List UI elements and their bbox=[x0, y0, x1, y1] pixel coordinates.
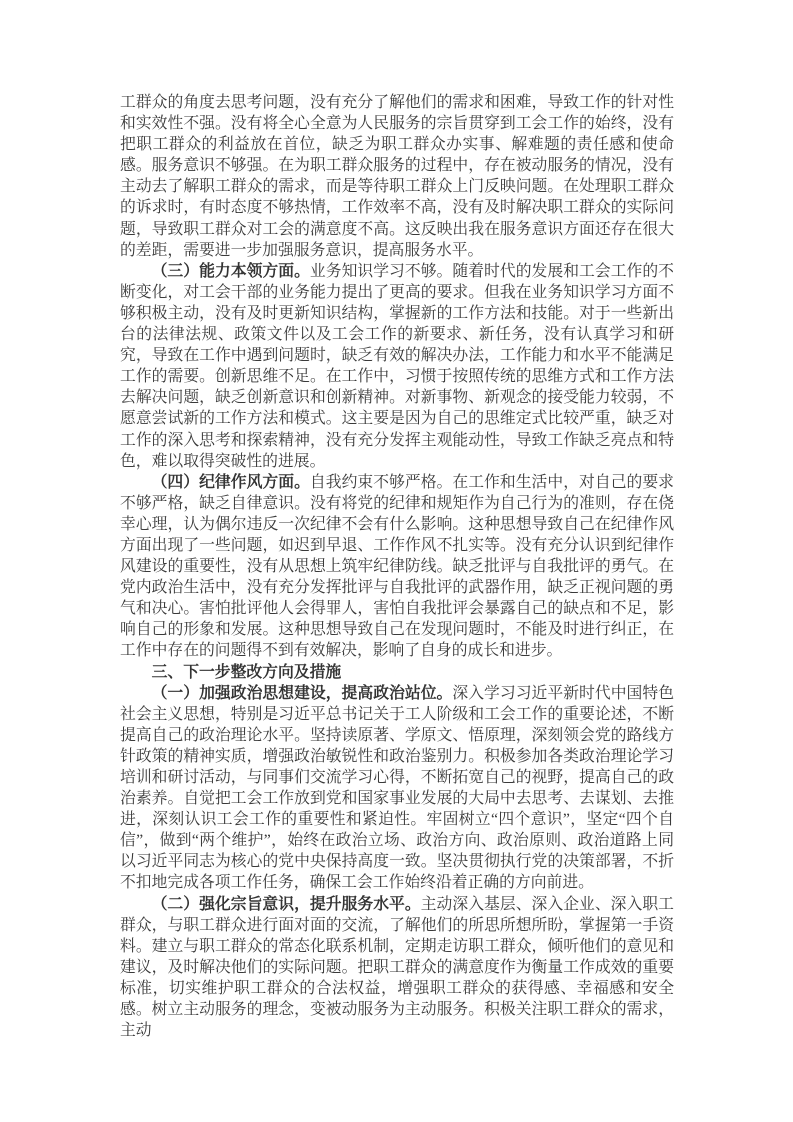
document-body bbox=[120, 92, 674, 1041]
heading-next-step-measures bbox=[120, 662, 674, 683]
paragraph-measure-2-service bbox=[120, 894, 674, 1042]
paragraph-measure-1-political bbox=[120, 683, 674, 894]
text-run: 主动深入基层、深入企业、深入职工群众，与职工群众进行面对面的交流，了解他们的所思所想所盼，掌握第一手资料。建立与职工群众的常态化联系机制，定期走访职工群众，倾听他们的意见和建议，及时解决他们的实际问题。把职工群众的满意度作为衡量工作成效的重要标准，切实维护职工群众的合法权益，增强职工群众的获得感、幸福感和安全感。树立主动服务的理念，变被动服务为主动服务。积极关注职工群众的需求，主动 bbox=[120, 895, 674, 1040]
paragraph-continued-service-awareness bbox=[120, 92, 674, 261]
paragraph-section-4-discipline bbox=[120, 472, 674, 662]
bold-text-run: 三、下一步整改方向及措施 bbox=[151, 663, 342, 681]
text-run: 工群众的角度去思考问题，没有充分了解他们的需求和困难，导致工作的针对性和实效性不强。没有将全心全意为人民服务的宗旨贯穿到工会工作的始终，没有把职工群众的利益放在首位，缺乏为职工群众办实事、解难题的责任感和使命感。服务意识不够强。在为职工群众服务的过程中，存在被动服务的情况，没有主动去了解职工群众的需求，而是等待职工群众上门反映问题。在处理职工群众的诉求时，有时态度不够热情，工作效率不高，没有及时解决职工群众的实际问题，导致职工群众对工会的满意度不高。这反映出我在服务意识方面还存在很大的差距，需要进一步加强服务意识，提高服务水平。 bbox=[120, 94, 674, 259]
paragraph-section-3-ability bbox=[120, 261, 674, 472]
text-run: 业务知识学习不够。随着时代的发展和工会工作的不断变化，对工会干部的业务能力提出了更高的要求。但我在业务知识学习方面不够积极主动，没有及时更新知识结构，掌握新的工作方法和技能。对于一些新出台的法律法规、政策文件以及工会工作的新要求、新任务，没有认真学习和研究，导致在工作中遇到问题时，缺乏有效的解决办法，工作能力和水平不能满足工作的需要。创新思维不足。在工作中，习惯于按照传统的思维方式和工作方法去解决问题，缺乏创新意识和创新精神。对新事物、新观念的接受能力较弱，不愿意尝试新的工作方法和模式。这主要是因为自己的思维定式比较严重，缺乏对工作的深入思考和探索精神，没有充分发挥主观能动性，导致工作缺乏亮点和特色，难以取得突破性的进展。 bbox=[120, 262, 674, 470]
bold-text-run: （一）加强政治思想建设，提高政治站位。 bbox=[151, 684, 453, 702]
bold-text-run: （二）强化宗旨意识，提升服务水平。 bbox=[151, 895, 421, 913]
text-run: 自我约束不够严格。在工作和生活中，对自己的要求不够严格，缺乏自律意识。没有将党的纪律和规矩作为自己行为的准则，存在侥幸心理，认为偶尔违反一次纪律不会有什么影响。这种思想导致自己在纪律作风方面出现了一些问题，如迟到早退、工作作风不扎实等。没有充分认识到纪律作风建设的重要性，没有从思想上筑牢纪律防线。缺乏批评与自我批评的勇气。在党内政治生活中，没有充分发挥批评与自我批评的武器作用，缺乏正视问题的勇气和决心。害怕批评他人会得罪人，害怕自我批评会暴露自己的缺点和不足，影响自己的形象和发展。这种思想导致自己在发现问题时，不能及时进行纠正，在工作中存在的问题得不到有效解决，影响了自身的成长和进步。 bbox=[120, 473, 674, 660]
bold-text-run: （四）纪律作风方面。 bbox=[151, 473, 310, 491]
bold-text-run: （三）能力本领方面。 bbox=[151, 262, 310, 280]
text-run: 深入学习习近平新时代中国特色社会主义思想，特别是习近平总书记关于工人阶级和工会工作的重要论述，不断提高自己的政治理论水平。坚持读原著、学原文、悟原理，深刻领会党的路线方针政策的精神实质，增强政治敏锐性和政治鉴别力。积极参加各类政治理论学习培训和研讨活动，与同事们交流学习心得，不断拓宽自己的视野，提高自己的政治素养。自觉把工会工作放到党和国家事业发展的大局中去思考、去谋划、去推进，深刻认识工会工作的重要性和紧迫性。牢固树立“四个意识”，坚定“四个自信”，做到“两个维护”，始终在政治立场、政治方向、政治原则、政治道路上同以习近平同志为核心的党中央保持高度一致。坚决贯彻执行党的决策部署，不折不扣地完成各项工作任务，确保工会工作始终沿着正确的方向前进。 bbox=[120, 684, 674, 892]
